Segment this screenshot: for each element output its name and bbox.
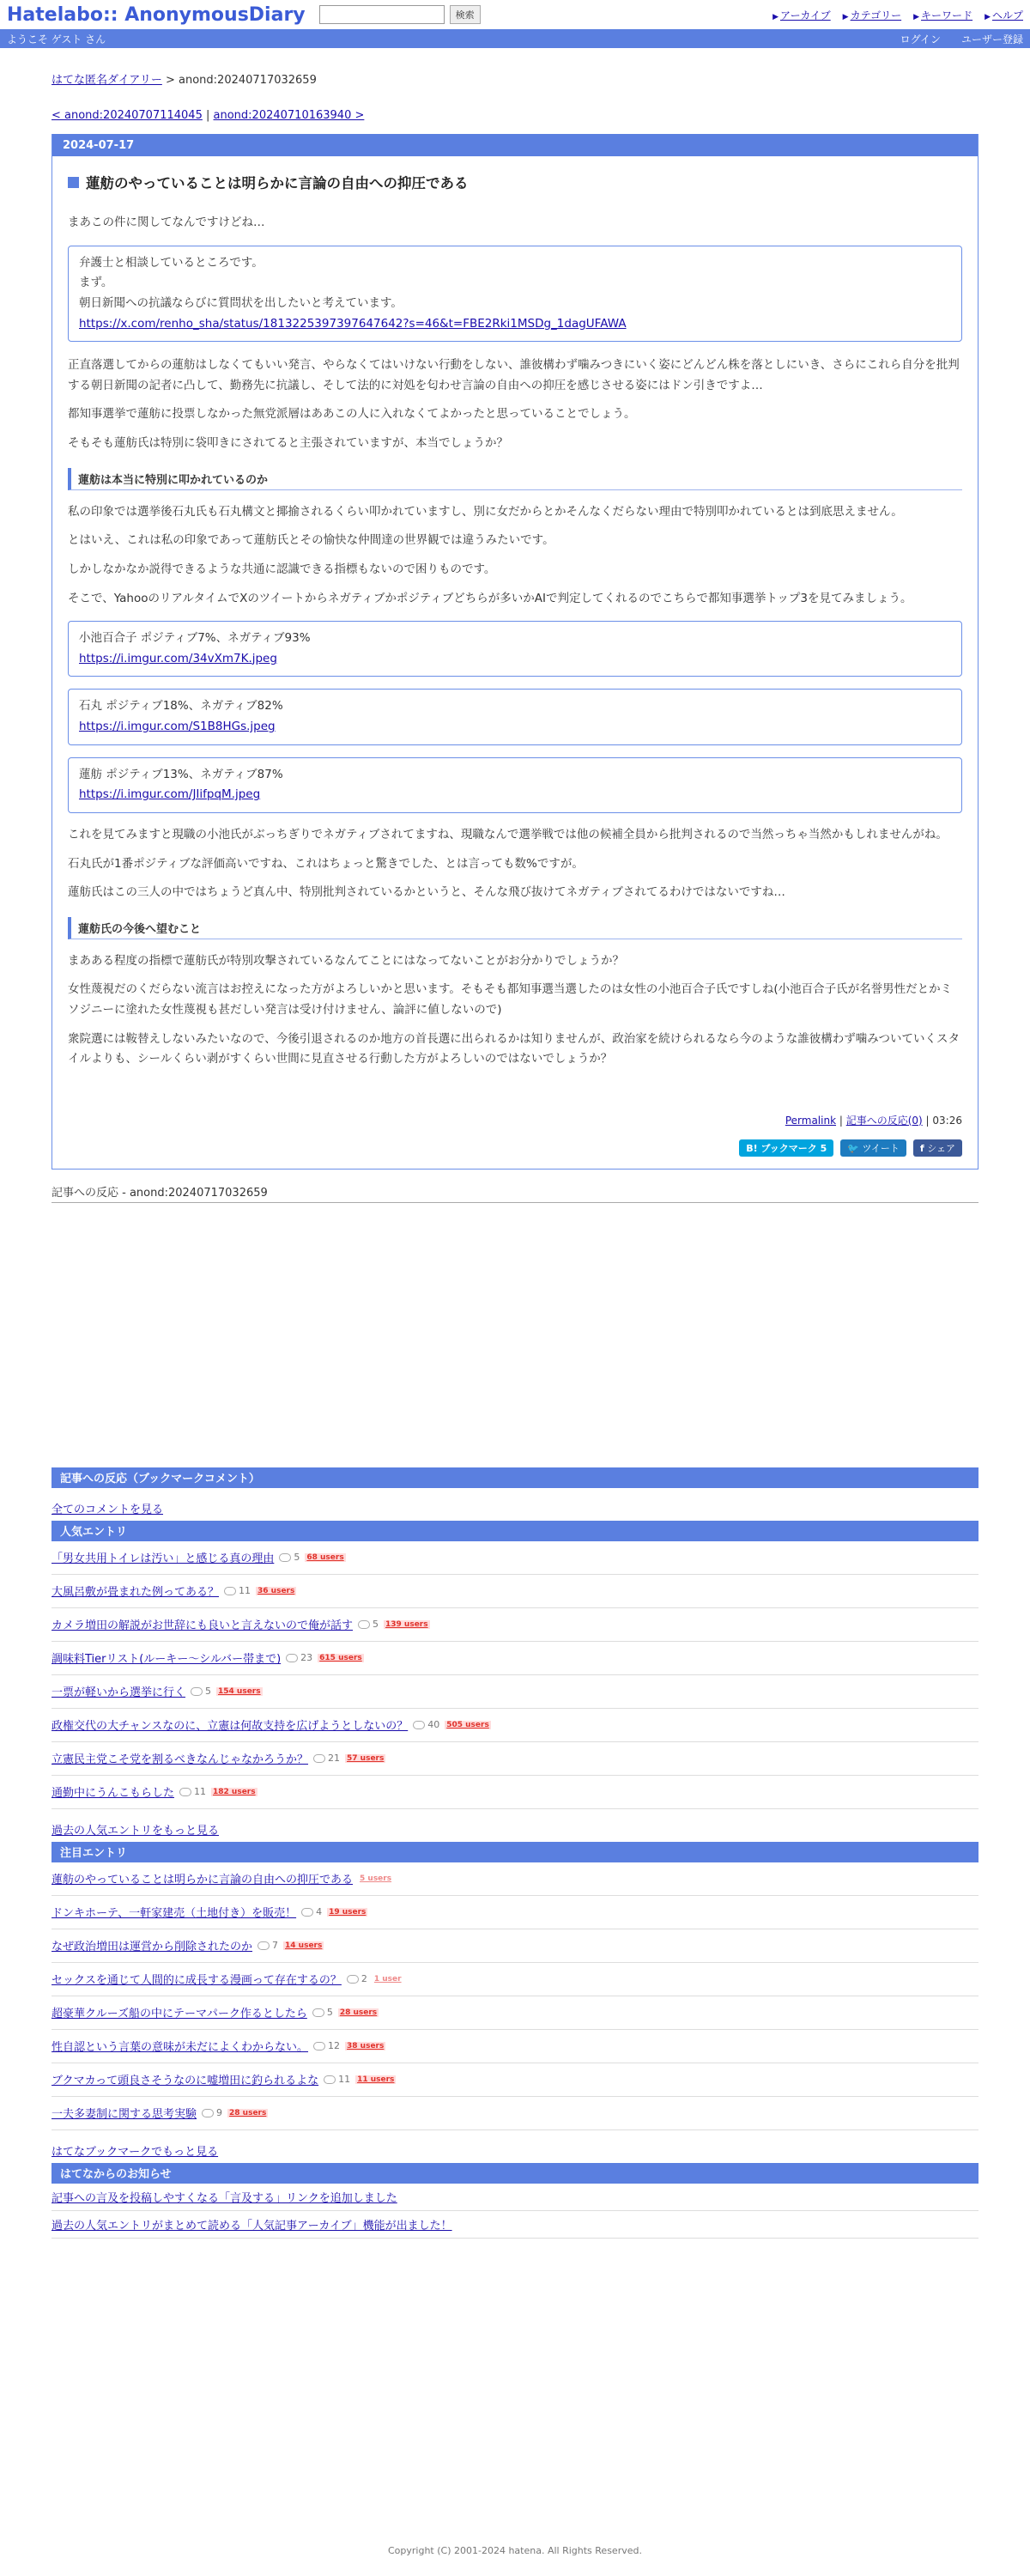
entry-date: 2024-07-17: [52, 134, 978, 156]
breadcrumb-current: anond:20240717032659: [179, 74, 317, 87]
list-item: [52, 1709, 978, 1742]
list-item: [52, 2030, 978, 2063]
entry-title-text: 蓮舫のやっていることは明らかに言論の自由への抑圧である: [86, 175, 469, 191]
comment-icon: [312, 2008, 324, 2017]
comment-count: 2: [347, 1973, 367, 1984]
users-badge[interactable]: 28 users: [229, 2108, 267, 2117]
users-badge[interactable]: 182 users: [213, 1787, 256, 1796]
comment-count: 12: [313, 2040, 340, 2051]
list-item: [52, 1642, 978, 1675]
entry-link[interactable]: 政権交代の大チャンスなのに、立憲は何故支持を広げようとしないの？: [52, 1720, 409, 1734]
entry-link[interactable]: 「男女共用トイレは汚い」と感じる真の理由: [52, 1552, 275, 1566]
users-badge[interactable]: 68 users: [306, 1552, 344, 1562]
comment-count: 11: [179, 1786, 206, 1797]
entry-link[interactable]: カメラ増田の解説がお世辞にも良いと言えないので俺が話す: [52, 1619, 354, 1633]
permalink-link[interactable]: Permalink: [785, 1114, 837, 1127]
facebook-share-button[interactable]: f シェア: [913, 1139, 962, 1157]
featured-list: [52, 1862, 978, 2130]
welcome-text: ようこそ ゲスト さん: [7, 33, 106, 46]
users-badge[interactable]: 505 users: [446, 1720, 489, 1729]
news-item: [52, 2211, 978, 2239]
news-item: [52, 2184, 978, 2211]
entry-link[interactable]: 大風呂敷が畳まれた例ってある？: [52, 1586, 220, 1600]
list-item: [52, 2063, 978, 2097]
comment-count: 5: [358, 1619, 379, 1630]
entry-link[interactable]: セックスを通じて人間的に成長する漫画って存在するの？: [52, 1974, 342, 1988]
entry-link[interactable]: なぜ政治増田は運営から削除されたのか: [52, 1941, 253, 1954]
users-badge[interactable]: 5 users: [360, 1874, 392, 1883]
quote-line: まず。: [79, 276, 113, 290]
section-heading: 蓮舫は本当に特別に叩かれているのか: [68, 468, 962, 490]
arrow-icon: ▶: [985, 12, 991, 21]
entry-paragraph: 蓮舫氏はこの三人の中ではちょうど真ん中、特別批判されているかというと、そんな飛び抜けてネガティブされてるわけではないですね…: [68, 885, 785, 900]
search-input[interactable]: [319, 5, 445, 24]
stat-quote: [68, 689, 962, 744]
stat-text: 小池百合子 ポジティブ7%、ネガティブ93%: [79, 631, 311, 646]
popular-entries-heading: 人気エントリ: [52, 1521, 978, 1541]
entry-paragraph: 石丸氏が1番ポジティブな評価高いですね、これはちょっと驚きでした、とは言っても数%ですが。: [68, 856, 584, 871]
list-item: [52, 2097, 978, 2130]
login-link[interactable]: ログイン: [900, 33, 941, 46]
comment-icon: [279, 1553, 291, 1562]
users-badge[interactable]: 36 users: [258, 1586, 295, 1595]
entry-time: 03:26: [932, 1114, 962, 1127]
comment-icon: [347, 1975, 359, 1984]
list-item: [52, 1608, 978, 1642]
popular-list: [52, 1541, 978, 1809]
users-badge[interactable]: 14 users: [285, 1941, 323, 1950]
users-badge[interactable]: 19 users: [329, 1907, 367, 1917]
comment-count: 11: [224, 1585, 251, 1596]
arrow-icon: ▶: [913, 12, 920, 21]
quote-line: 朝日新聞への抗議ならびに質問状を出したいと考えています。: [79, 295, 403, 310]
featured-entries-heading: 注目エントリ: [52, 1842, 978, 1862]
comment-count: 11: [324, 2074, 350, 2085]
stat-link[interactable]: https://i.imgur.com/JIifpqM.jpeg: [79, 787, 261, 802]
share-buttons: [68, 1139, 962, 1169]
bookmark-comments-heading: 記事への反応（ブックマークコメント）: [52, 1467, 978, 1488]
register-link[interactable]: ユーザー登録: [960, 33, 1023, 46]
stat-text: 石丸 ポジティブ18%、ネガティブ82%: [79, 699, 283, 714]
comment-icon: [324, 2075, 336, 2084]
stat-quote: [68, 757, 962, 813]
all-comments-link[interactable]: 全てのコメントを見る: [52, 1503, 164, 1516]
footer-copyright: Copyright (C) 2001-2024 hatena. All Rights Reserved.: [388, 2545, 642, 2556]
comment-icon: [313, 2042, 325, 2050]
comment-count: 40: [413, 1719, 439, 1730]
comment-count: 5: [191, 1686, 211, 1697]
comment-count: 23: [286, 1652, 312, 1663]
hatena-bookmark-button[interactable]: B! ブックマーク 5: [739, 1139, 833, 1157]
more-bookmark-link[interactable]: はてなブックマークでもっと見る: [52, 2145, 219, 2159]
users-badge[interactable]: 1 user: [373, 1974, 402, 1984]
welcome-bar: [0, 29, 1030, 48]
list-item: [52, 1575, 978, 1608]
users-badge[interactable]: 154 users: [218, 1686, 261, 1696]
list-item: [52, 1862, 978, 1896]
list-item: [52, 1929, 978, 1963]
news-link[interactable]: 過去の人気エントリがまとめて読める「人気記事アーカイブ」機能が出ました！: [52, 2219, 452, 2233]
nav-help-link[interactable]: ヘルプ: [991, 9, 1023, 21]
entry-link[interactable]: 蓮舫のやっていることは明らかに言論の自由への抑圧である: [52, 1874, 354, 1887]
tweet-button[interactable]: 🐦 ツイート: [840, 1139, 906, 1157]
arrow-icon: ▶: [842, 12, 849, 21]
entry-paragraph: そこで、YahooのリアルタイムでXのツイートからネガティブかポジティブどちらが多いかAIで判定してくれるのでこちらで都知事選挙トップ3を見てみましょう。: [68, 591, 912, 605]
comment-icon: [313, 1754, 325, 1763]
main-content: [52, 48, 978, 2239]
comment-count: 5: [279, 1552, 300, 1563]
comment-count: 21: [313, 1753, 340, 1764]
reaction-link[interactable]: 記事への反応(0): [845, 1114, 923, 1127]
entry-footer: Permalink | 記事への反応(0) | 03:26: [785, 1114, 962, 1127]
comment-icon: [301, 1908, 313, 1917]
list-item: [52, 1776, 978, 1809]
entry-paragraph: まあこの件に関してなんですけどね…: [68, 216, 265, 229]
search-button[interactable]: 検索: [450, 5, 481, 24]
comment-count: 7: [258, 1940, 278, 1951]
entry-link[interactable]: 一票が軽いから選挙に行く: [52, 1686, 186, 1700]
entry-title: [68, 172, 962, 192]
breadcrumb: はてな匿名ダイアリー > anond:20240717032659: [52, 74, 317, 87]
list-item: [52, 1963, 978, 1996]
comment-icon: [224, 1587, 236, 1595]
news-link[interactable]: 記事への言及を投稿しやすくなる「言及する」リンクを追加しました: [52, 2191, 397, 2205]
bird-icon: 🐦: [847, 1142, 859, 1154]
comment-icon: [358, 1620, 370, 1629]
nav-keyword-link[interactable]: キーワード: [921, 9, 973, 21]
comment-icon: [191, 1687, 203, 1696]
users-badge[interactable]: 38 users: [347, 2041, 385, 2050]
entry-article: [52, 134, 978, 1170]
users-badge[interactable]: 615 users: [319, 1653, 362, 1662]
entry-link[interactable]: 性自認という言葉の意味が未だによくわからない。: [52, 2041, 309, 2055]
comment-icon: [413, 1721, 425, 1729]
stat-text: 蓮舫 ポジティブ13%、ネガティブ87%: [79, 767, 283, 781]
bookmark-count: 5: [820, 1142, 827, 1154]
list-item: [52, 1742, 978, 1776]
users-badge[interactable]: 28 users: [339, 2008, 378, 2017]
entry-link[interactable]: 一夫多妻制に関する思考実験: [52, 2108, 197, 2122]
more-popular-link[interactable]: 過去の人気エントリをもっと見る: [52, 1824, 220, 1838]
entry-link[interactable]: 調味料Tierリスト(ルーキー〜シルバー帯まで): [52, 1653, 282, 1667]
entry-paragraph: 正直落選してからの蓮舫はしなくてもいい発言、やらなくてはいけない行動をしない、誰彼構わず噛みつきにいく姿にどんどん株を落としにいき、さらにこれら自分を批判する朝日新聞の記者に凸して、勤務先に抗議し、そして法的に対処を匂わせ言論の自由への抑圧を感じさせる姿にはドン引きですよ…: [68, 358, 960, 392]
entry-paragraph: これを見てみますと現職の小池氏がぶっちぎりでネガティブされてますね、現職なんで選挙戦では他の候補全員から批判されるので当然っちゃ当然かもしれませんがね。: [68, 827, 948, 841]
stat-link[interactable]: https://i.imgur.com/S1B8HGs.jpeg: [79, 720, 276, 733]
entry-link[interactable]: ドンキホーテ、一軒家建売（土地付き）を販売！: [52, 1907, 297, 1921]
stat-quote: [68, 621, 962, 677]
list-item: [52, 1996, 978, 2030]
news-heading: はてなからのお知らせ: [52, 2163, 978, 2184]
stat-link[interactable]: https://i.imgur.com/34vXm7K.jpeg: [79, 651, 277, 665]
entry-paragraph: とはいえ、これは私の印象であって蓮舫氏とその愉快な仲間達の世界観では違うみたいです。: [68, 533, 554, 548]
comment-icon: [286, 1654, 298, 1662]
square-icon: [68, 177, 79, 188]
comment-count: 5: [312, 2007, 333, 2018]
top-bar: [0, 0, 1030, 29]
entry-paragraph: 衆院選には鞍替えしないみたいなので、今後引退されるのか地方の首長選に出られるかは知りませんが、政治家を続けられるなら今のような誰彼構わず噛みついていくスタイルよりも、シールくらい剥がすくらい世間に見直させる行動した方がよろしいのではないでしょうか？: [68, 1031, 960, 1066]
entry-link[interactable]: 立憲民主党こそ党を割るべきなんじゃなかろうか？: [52, 1753, 309, 1767]
users-badge[interactable]: 11 users: [357, 2075, 395, 2084]
quote-line: 弁護士と相談しているところです。: [79, 255, 264, 270]
list-item: [52, 1541, 978, 1575]
entry-paragraph: 女性蔑視だのくだらない流言はお控えになった方がよろしいかと思います。そもそも都知事選当選したのは女性の小池百合子氏ですしね(小池百合子氏が名誉男性だとかミソジニーに塗れた女性蔑視も甚だしい発言は受け付けません、論評に値しないので): [68, 982, 953, 1017]
entry-paragraph: 都知事選挙で蓮舫に投票しなかった無党派層はああこの人に入れなくてよかったと思っていることでしょう。: [68, 407, 636, 422]
entry-link[interactable]: 超豪華クルーズ船の中にテーマパーク作るとしたら: [52, 2008, 307, 2021]
list-item: [52, 1896, 978, 1929]
entry-paragraph: しかしなかなか説得できるような共通に認識できる指標もないので困りものです。: [68, 562, 496, 576]
next-entry-link[interactable]: anond:20240710163940 >: [213, 109, 365, 122]
top-nav: [772, 8, 1023, 22]
comment-icon: [258, 1941, 270, 1950]
facebook-icon: f: [919, 1142, 924, 1154]
comment-count: 9: [202, 2107, 222, 2118]
nav-category-link[interactable]: カテゴリー: [850, 9, 902, 21]
breadcrumb-home-link[interactable]: はてな匿名ダイアリー: [52, 74, 162, 87]
prev-entry-link[interactable]: < anond:20240707114045: [52, 109, 203, 122]
entry-link[interactable]: ブクマカって頭良さそうなのに嘘増田に釣られるよな: [52, 2075, 319, 2088]
reaction-heading: 記事への反応 - anond:20240717032659: [52, 1183, 978, 1203]
section-heading: 蓮舫氏の今後へ望むこと: [68, 917, 962, 939]
users-badge[interactable]: 139 users: [385, 1619, 428, 1629]
site-logo[interactable]: Hatelabo:: AnonymousDiary: [7, 3, 306, 26]
comment-icon: [179, 1788, 191, 1796]
entry-paragraph: そもそも蓮舫氏は特別に袋叩きにされてると主張されていますが、本当でしょうか？: [68, 436, 508, 450]
quote-source-link[interactable]: https://x.com/renho_sha/status/1813225397397647642?s=46&t=FBE2Rki1MSDg_1dagUFAWA: [79, 316, 627, 331]
users-badge[interactable]: 57 users: [347, 1753, 385, 1763]
list-item: [52, 1675, 978, 1709]
comment-icon: [202, 2109, 214, 2117]
entry-paragraph: まあある程度の指標で蓮舫氏が特別攻撃されているなんてことにはなってないことがお分かりでしょうか？: [68, 953, 624, 968]
entry-link[interactable]: 通勤中にうんこもらした: [52, 1787, 175, 1801]
entry-paragraph: 私の印象では選挙後石丸氏も石丸構文と揶揄されるくらい叩かれていますし、別に女だからとかそんなくだらない理由で特別叩かれているとは到底思えません。: [68, 504, 903, 519]
comment-count: 4: [301, 1906, 322, 1917]
arrow-icon: ▶: [772, 12, 779, 21]
nav-archive-link[interactable]: アーカイブ: [779, 9, 831, 21]
quote-block: [68, 246, 962, 343]
prev-next-nav: < anond:20240707114045 | anond:20240710163940 >: [52, 109, 365, 122]
